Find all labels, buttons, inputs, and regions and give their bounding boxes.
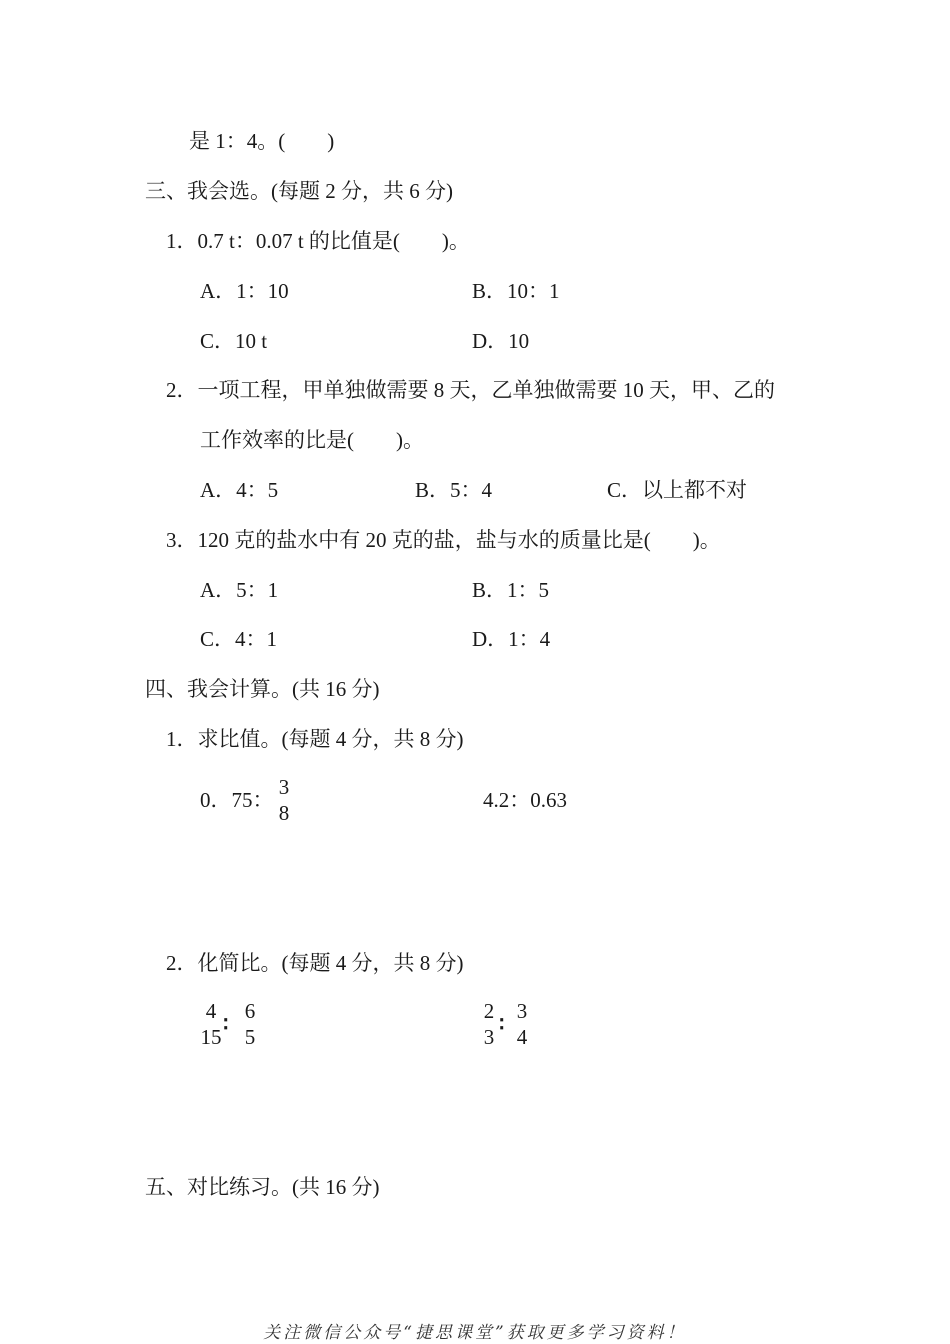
section4-heading: 四、我会计算。(共 16 分) (145, 677, 380, 701)
calc1-fraction (272, 774, 296, 826)
q3-option-c: C．4：1 (200, 627, 278, 651)
simplify1-colon: ∶ (223, 1012, 229, 1036)
simplify1-den-a: 15 (200, 1025, 222, 1049)
simplify2-den-b: 4 (516, 1025, 528, 1049)
simplify1-num-a: 4 (205, 999, 217, 1023)
footer-note: 关注微信公众号“捷思课堂”获取更多学习资料！ (263, 1323, 687, 1343)
q1-stem: 1．0.7 t：0.07 t 的比值是( )。 (166, 229, 470, 253)
q1-option-a: A．1：10 (200, 279, 289, 303)
q1-option-d: D．10 (472, 329, 530, 353)
simplify1-den-b: 5 (244, 1025, 256, 1049)
section5-heading: 五、对比练习。(共 16 分) (145, 1175, 380, 1199)
simplify2-den-a: 3 (483, 1025, 495, 1049)
q2-option-a: A．4：5 (200, 478, 279, 502)
continued-answer: 是 1：4。( ) (189, 129, 335, 153)
simplify2-fraction-a (478, 998, 500, 1050)
simplify2-colon: ∶ (499, 1012, 505, 1036)
section3-heading: 三、我会选。(每题 2 分，共 6 分) (145, 179, 453, 203)
calc1-numerator: 3 (278, 775, 290, 799)
calc1-denominator: 8 (278, 801, 290, 825)
simplify1-fraction-a (198, 998, 224, 1050)
q1-option-c: C．10 t (200, 329, 268, 353)
q2-stem-line1: 2．一项工程，甲单独做需要 8 天，乙单独做需要 10 天，甲、乙的 (166, 378, 775, 402)
calc2-expression: 4.2：0.63 (483, 788, 567, 812)
simplify1-num-b: 6 (244, 999, 256, 1023)
q3-stem: 3．120 克的盐水中有 20 克的盐，盐与水的质量比是( )。 (166, 528, 721, 552)
simplify2-num-a: 2 (483, 999, 495, 1023)
q1-option-b: B．10：1 (472, 279, 560, 303)
q2-option-b: B．5：4 (415, 478, 493, 502)
part1-title: 1．求比值。(每题 4 分，共 8 分) (166, 727, 464, 751)
q2-stem-line2: 工作效率的比是( )。 (200, 428, 424, 452)
simplify1-fraction-b (239, 998, 261, 1050)
q3-option-b: B．1：5 (472, 578, 550, 602)
q3-option-d: D．1：4 (472, 627, 551, 651)
calc1-prefix: 0．75： (200, 788, 274, 812)
simplify2-fraction-b (511, 998, 533, 1050)
simplify2-num-b: 3 (516, 999, 528, 1023)
q2-option-c: C．以上都不对 (607, 478, 748, 502)
q3-option-a: A．5：1 (200, 578, 279, 602)
part2-title: 2．化简比。(每题 4 分，共 8 分) (166, 951, 464, 975)
